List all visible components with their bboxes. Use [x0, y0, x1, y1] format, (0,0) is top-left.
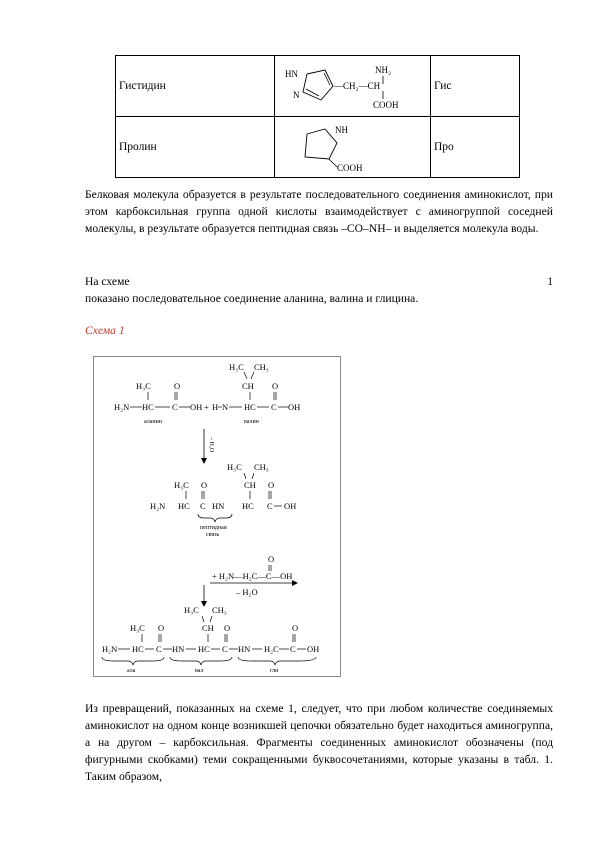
hc-label: HC — [178, 501, 190, 511]
ring-nh-label: HN — [285, 69, 298, 79]
histidine-structure — [275, 56, 431, 117]
ch3-label: CH₃ — [212, 605, 227, 615]
amino-acid-abbr: Гис — [431, 56, 520, 117]
h3c-label: H₃C — [229, 362, 244, 372]
ring-nh-label: NH — [335, 125, 348, 135]
o-label: O — [158, 623, 165, 633]
h3c-label: H₃C — [136, 381, 151, 391]
amino-acid-name: Гистидин — [116, 56, 275, 117]
proline-structure — [275, 117, 431, 178]
c-label: C — [156, 644, 162, 654]
ch-label: CH — [202, 623, 214, 633]
val-label: вал — [195, 668, 204, 674]
minus-h2o-label: – H₂O — [208, 437, 214, 453]
h3c-label: H₃C — [227, 462, 242, 472]
o-label: O — [292, 623, 299, 633]
hn-label: HN — [172, 644, 185, 654]
histidine-structure-drawing — [275, 56, 430, 116]
o-label: O — [224, 623, 231, 633]
hc-label: HC — [244, 402, 256, 412]
ring-n-label: N — [293, 90, 300, 100]
gly-label: гли — [270, 668, 279, 674]
peptide-bond-label-2: связь — [206, 532, 220, 538]
n-label: N — [222, 402, 229, 412]
ch3-label: CH₃ — [254, 462, 269, 472]
ch-label: CH — [244, 480, 256, 490]
valine-label: валин — [244, 419, 259, 425]
oh-label: OH — [307, 644, 320, 654]
paragraph-conclusion: Из превращений, показанных на схеме 1, следует, что при любом количестве соединяемых аминокислот на одном конце возникшей цепочки обязательно будет находиться аминогруппа, а на другом – карбоксильная. Фрагменты соединенных аминокислот обозначены (под фигурными скобками) теми сокращенными буквосочетаниями, которые указаны в табл. 1. Таким образом, — [85, 702, 553, 783]
ala-label: ала — [127, 668, 136, 674]
c-label: C — [172, 402, 178, 412]
o-label: O — [201, 480, 208, 490]
scheme-1-drawing — [94, 357, 340, 676]
hn-label: HN — [238, 644, 251, 654]
c-label: C — [200, 501, 206, 511]
peptide-bond-label: пептидная — [200, 525, 227, 531]
h-label: H — [212, 402, 219, 412]
hc-label: HC — [132, 644, 144, 654]
h2c-label: H₂C — [264, 644, 279, 654]
scheme-description-line: показано последовательное соединение аланина, валина и глицина. — [85, 292, 419, 305]
o-label: O — [268, 480, 275, 490]
hc-label: HC — [242, 501, 254, 511]
h2n-label: H₂N — [150, 501, 166, 511]
hn-label: HN — [212, 501, 225, 511]
h3c-label: H₃C — [174, 480, 189, 490]
table-row — [116, 117, 520, 178]
scheme-caption: Схема 1 — [85, 324, 125, 337]
amino-acid-abbr: Про — [431, 117, 520, 178]
h3c-label: H₃C — [184, 605, 199, 615]
amino-acid-table — [115, 55, 520, 178]
o-label: O — [174, 381, 181, 391]
paragraph-peptide-bond: Белковая молекула образуется в результате последовательного соединения аминокислот, при этом карбоксильная группа одной кислоты взаимодействует с аминогруппой соседней молекулы, в результате образуется пептидная связь –CO–NH– и выделяется молекула воды. — [85, 188, 553, 235]
scheme-reference-number: 1 — [547, 275, 553, 288]
h2n-label: H₂N — [114, 402, 130, 412]
nh2-label: NH₂ — [375, 65, 392, 75]
c-label: C — [271, 402, 277, 412]
h3c-label: H₃C — [130, 623, 145, 633]
c-label: C — [222, 644, 228, 654]
glycine-addition: + H₂N—H₂C—C—OH — [212, 571, 293, 581]
plus-sign: + — [204, 402, 209, 412]
hc-label: HC — [198, 644, 210, 654]
hc-label: HC — [142, 402, 154, 412]
c-label: C — [290, 644, 296, 654]
alanine-label: аланин — [144, 419, 163, 425]
table-row — [116, 56, 520, 117]
cooh-label: COOH — [373, 100, 399, 110]
ch-label: CH — [242, 381, 254, 391]
cooh-label: COOH — [337, 163, 363, 173]
scheme-1-figure — [93, 356, 341, 677]
ch3-label: CH₃ — [254, 362, 269, 372]
o-label: O — [272, 381, 279, 391]
oh-label: OH — [284, 501, 297, 511]
c-label: C — [267, 501, 273, 511]
scheme-reference-line — [85, 273, 553, 290]
oh-label: OH — [288, 402, 301, 412]
h2n-label: H₂N — [102, 644, 118, 654]
side-chain-label: —CH₂—CH — [334, 81, 381, 91]
minus-h2o-label: – H₂O — [236, 587, 258, 597]
proline-structure-drawing — [275, 117, 430, 177]
o-label: O — [268, 554, 275, 564]
oh-label: OH — [190, 402, 203, 412]
scheme-reference-text: На схеме — [85, 275, 130, 288]
amino-acid-name: Пролин — [116, 117, 275, 178]
